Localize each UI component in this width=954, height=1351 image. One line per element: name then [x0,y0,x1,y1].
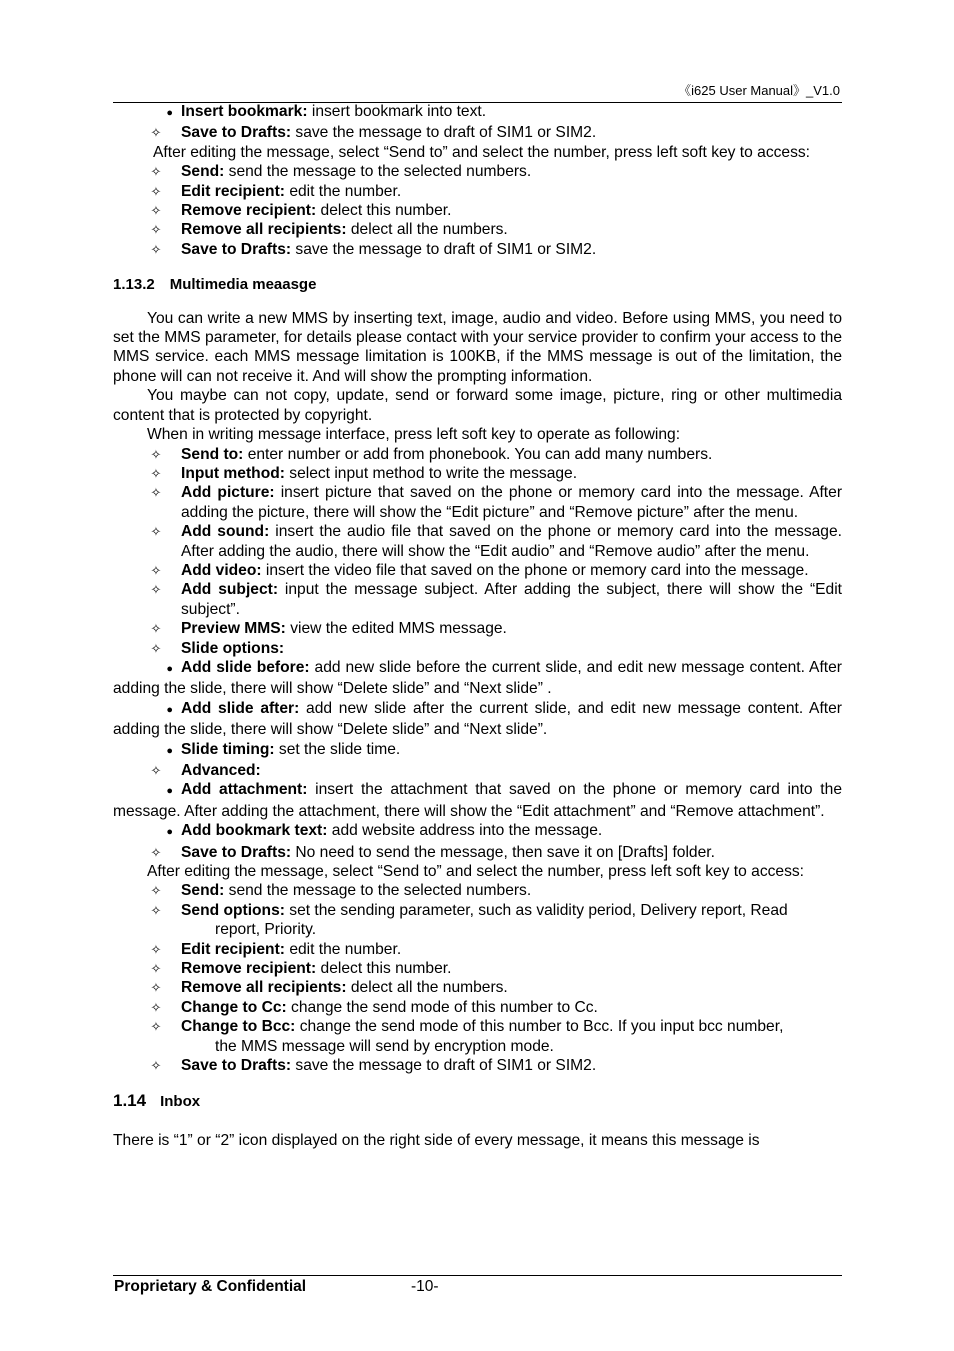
diamond-icon: ✧ [150,524,162,540]
item-label: Send: [181,163,225,181]
list-item-preview-mms [113,619,842,638]
diamond-icon: ✧ [150,961,162,977]
item-text: insert the video file that saved on the phone or memory card into the message. [261,561,809,579]
diamond-icon: ✧ [150,485,162,501]
item-text: change the send mode of this number to Bcc. If you input bcc number, [295,1018,784,1036]
page-header: 《i625 User Manual》_V1.0 [678,83,840,98]
paragraph-after-editing-mms: After editing the message, select “Send to” and select the number, press left soft key to access: [147,863,805,881]
item-text: No need to send the message, then save it on [Drafts] folder. [291,843,715,861]
item-label: Save to Drafts: [181,843,292,861]
list-item-add-attachment [113,780,842,821]
item-text: edit the number. [284,182,402,200]
diamond-icon: ✧ [150,183,162,199]
item-label: Remove all recipients: [181,221,347,239]
item-text-continued: the MMS message will send by encryption mode. [215,1037,554,1055]
item-label: Add picture: [181,484,275,502]
diamond-icon: ✧ [150,763,162,778]
item-label: Add attachment: [181,781,308,799]
list-item [113,978,842,997]
bullet-icon: ● [166,785,173,798]
diamond-icon: ✧ [150,241,162,257]
diamond-icon: ✧ [150,844,162,860]
bullet-icon: ● [166,662,173,675]
diamond-icon: ✧ [150,1019,162,1035]
item-text: save the message to draft of SIM1 or SIM2. [291,1057,597,1075]
item-text: set the sending parameter, such as validity period, Delivery report, Read [284,901,788,919]
bullet-icon: ● [166,744,173,757]
footer-rule [113,1275,842,1276]
list-item-add-picture [113,483,842,522]
list-item-slide-timing [113,740,842,761]
item-label: Remove recipient: [181,960,317,978]
list-item [113,182,842,201]
item-label: Add bookmark text: [181,822,328,840]
list-item [113,201,842,220]
section-number: 1.14 [113,1090,147,1110]
item-label: Add slide after: [181,699,300,717]
item-text-continued: report, Priority. [215,921,317,939]
diamond-icon: ✧ [150,222,162,238]
item-text: input the message subject. After adding the subject, there will show the “Edit subject”. [181,581,843,618]
section-heading-1-14 [113,1091,842,1111]
item-text: delect this number. [316,960,452,978]
diamond-icon: ✧ [150,980,162,996]
item-text: delect all the numbers. [346,221,508,239]
item-text: change the send mode of this number to Cc. [286,998,598,1016]
item-text: insert picture that saved on the phone or memory card into the message. After adding the picture, there will show the “Edit picture” and “Remove picture” after the menu. [181,484,843,521]
item-text: insert bookmark into text. [307,103,487,120]
list-item-add-sound [113,522,842,561]
item-text: insert the attachment that saved on the phone or memory card into the message. After adding the attachment, there will show the “Edit attachment” and “Remove attachment”. [113,781,842,820]
list-item [113,162,842,181]
diamond-icon: ✧ [150,203,162,219]
bullet-icon: ● [166,703,173,716]
section-heading-1-13-2 [113,275,842,294]
diamond-icon: ✧ [150,582,162,598]
list-item-insert-bookmark [113,102,842,123]
bullet-icon: ● [166,107,173,119]
diamond-icon: ✧ [150,125,162,141]
list-item [113,1017,842,1056]
list-item-input-method [113,464,842,483]
item-text: insert the audio file that saved on the phone or memory card into the message. After adding the audio, there will show the “Edit audio” and “Remove audio” after the menu. [181,523,842,560]
item-label: Slide options: [181,639,285,657]
item-label: Preview MMS: [181,620,286,638]
list-item-slide-options [113,639,842,658]
item-label: Input method: [181,464,285,482]
item-text: enter number or add from phonebook. You can add many numbers. [243,445,713,463]
item-label: Save to Drafts: [181,240,292,258]
item-label: Insert bookmark: [181,103,308,120]
item-label: Add sound: [181,523,270,541]
list-item-save-to-drafts [113,123,842,142]
list-item-add-slide-after [113,699,842,740]
item-label: Remove all recipients: [181,979,347,997]
item-label: Slide timing: [181,740,275,758]
diamond-icon: ✧ [150,446,162,462]
item-label: Edit recipient: [181,182,285,200]
section-title: Multimedia meaasge [169,276,317,294]
diamond-icon: ✧ [150,465,162,481]
item-text: view the edited MMS message. [285,620,507,638]
item-label: Send options: [181,901,285,919]
item-text: select input method to write the message. [284,464,578,482]
diamond-icon: ✧ [150,999,162,1015]
item-text: edit the number. [284,940,402,958]
list-item [113,901,842,940]
item-text: save the message to draft of SIM1 or SIM2. [291,124,597,142]
item-text: send the message to the selected numbers. [224,882,532,900]
paragraph-mms-options: When in writing message interface, press left soft key to operate as following: [147,426,681,444]
item-label: Save to Drafts: [181,124,292,142]
diamond-icon: ✧ [150,941,162,957]
item-label: Edit recipient: [181,940,285,958]
bullet-icon: ● [166,826,173,839]
footer-confidential: Proprietary & Confidential [114,1278,307,1295]
item-text: send the message to the selected numbers. [224,163,532,181]
diamond-icon: ✧ [150,562,162,578]
item-label: Add slide before: [181,658,310,676]
item-label: Remove recipient: [181,202,317,220]
list-item-send-to [113,445,842,464]
diamond-icon: ✧ [150,883,162,899]
list-item-add-video [113,561,842,580]
paragraph-mms-copyright: You maybe can not copy, update, send or forward some image, picture, ring or other multimedia content that is protected by copyright. [113,387,842,424]
diamond-icon: ✧ [150,640,162,656]
diamond-icon: ✧ [150,1058,162,1074]
diamond-icon: ✧ [150,902,162,918]
section-title: Inbox [160,1092,201,1110]
list-item [113,881,842,900]
item-label: Send to: [181,445,244,463]
item-text: add new slide before the current slide, and edit new message content. After adding the slide, there will show “Delete slide” and “Next slide” . [113,658,842,698]
paragraph-mms-intro: You can write a new MMS by inserting text, image, audio and video. Before using MMS, you need to set the MMS parameter, for details please contact with your service provider to confirm your access to the MMS service. each MMS message limitation is 100KB, if the MMS message is out of the limitation, the phone will can not receive it. And will show the prompting information. [113,309,842,385]
list-item [113,998,842,1017]
page-number: -10- [411,1278,439,1295]
item-label: Change to Bcc: [181,1018,296,1036]
list-item [113,220,842,239]
diamond-icon: ✧ [150,621,162,637]
item-label: Advanced: [181,762,261,779]
item-text: add new slide after the current slide, and edit new message content. After adding the slide, there will show “Delete slide” and “Next slide”. [113,699,842,739]
list-item [113,1056,842,1075]
item-label: Save to Drafts: [181,1057,292,1075]
paragraph-after-editing: After editing the message, select “Send to” and select the number, press left soft key to access: [153,143,811,161]
list-item-add-bookmark-text [113,821,842,842]
list-item-advanced [113,761,842,780]
diamond-icon: ✧ [150,164,162,180]
item-label: Send: [181,882,225,900]
list-item-add-subject [113,580,842,619]
item-text: set the slide time. [274,740,401,758]
item-text: add website address into the message. [327,822,603,840]
section-number: 1.13.2 [113,276,155,294]
list-item [113,240,842,259]
page-content [113,102,842,1150]
list-item-add-slide-before [113,658,842,699]
paragraph-inbox: There is “1” or “2” icon displayed on the right side of every message, it means this message is [113,1131,760,1149]
list-item [113,940,842,959]
item-label: Change to Cc: [181,998,287,1016]
item-label: Add video: [181,561,262,579]
item-text: delect all the numbers. [346,979,508,997]
list-item-save-to-drafts-mms [113,843,842,862]
list-item [113,959,842,978]
item-text: save the message to draft of SIM1 or SIM2. [291,240,597,258]
item-label: Add subject: [181,581,279,599]
item-text: delect this number. [316,202,452,220]
